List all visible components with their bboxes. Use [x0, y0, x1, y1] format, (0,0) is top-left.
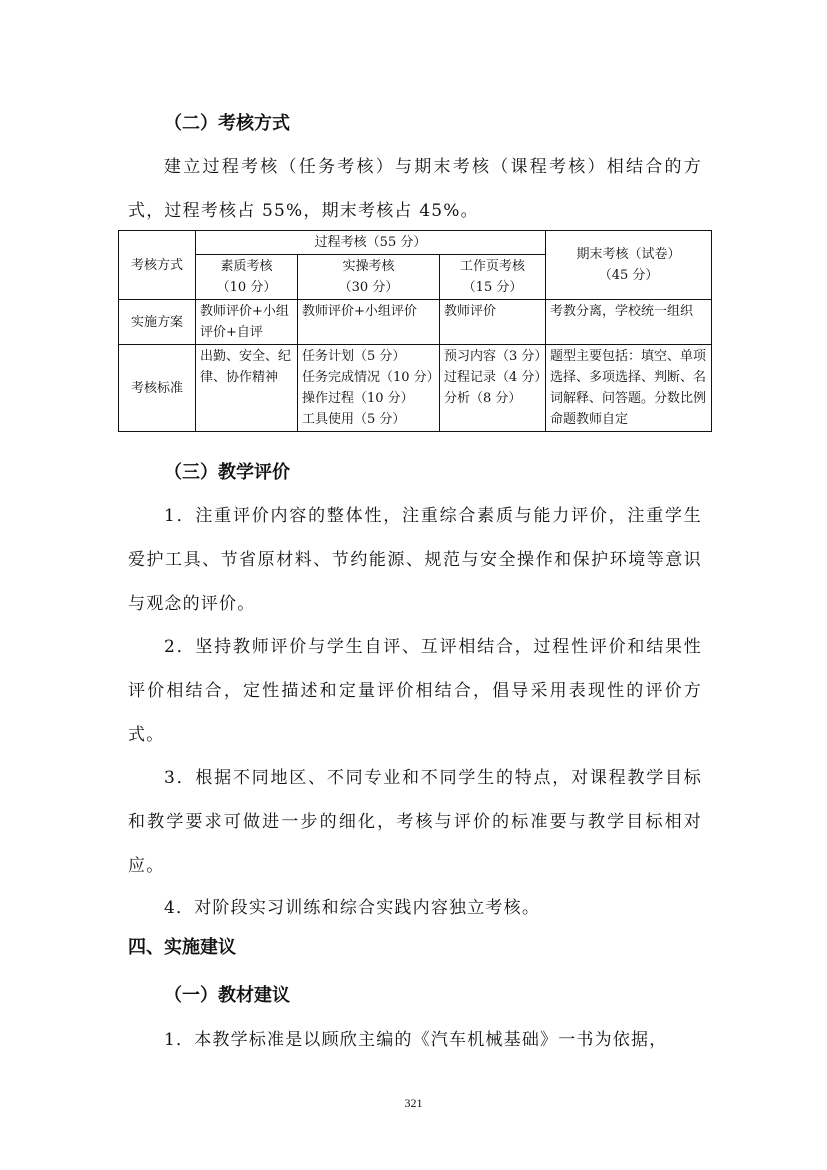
assessment-table — [118, 230, 712, 432]
plan-worksheet-cell: 教师评价 — [440, 300, 546, 345]
section-heading-implementation: 四、实施建议 — [128, 937, 236, 958]
subheader-worksheet-label: 工作页考核 — [460, 259, 526, 274]
std-practice-cell — [298, 345, 440, 432]
row-standard-label: 考核标准 — [119, 345, 196, 432]
section-heading-teaching-evaluation: （三）教学评价 — [164, 462, 290, 483]
subheader-worksheet — [440, 255, 546, 300]
subheader-quality-score: （10 分） — [216, 280, 277, 295]
section-heading-textbook: （一）教材建议 — [164, 985, 290, 1006]
subheader-practice-score: （30 分） — [338, 280, 399, 295]
std-worksheet-item: 分析（8 分） — [444, 391, 522, 406]
std-final-cell: 题型主要包括：填空、单项选择、多项选择、判断、名词解释、问答题。分数比例命题教师自定 — [546, 345, 712, 432]
subheader-practice — [298, 255, 440, 300]
table-header-row — [119, 231, 712, 255]
std-worksheet-item: 过程记录（4 分） — [444, 370, 548, 385]
section-heading-assessment-method: （二）考核方式 — [164, 113, 290, 134]
std-worksheet-cell — [440, 345, 546, 432]
textbook-paragraph-1: 1．本教学标准是以顾欣主编的《汽车机械基础》一书为依据， — [164, 1030, 668, 1050]
header-process-cell: 过程考核（55 分） — [196, 231, 546, 255]
table-row-standard — [119, 345, 712, 432]
row-plan-label: 实施方案 — [119, 300, 196, 345]
evaluation-item-3: 3．根据不同地区、不同专业和不同学生的特点，对课程教学目标和教学要求可做进一步的细化，考核与评价的标准要与教学目标相对应。 — [128, 768, 702, 876]
header-method-cell: 考核方式 — [119, 231, 196, 300]
std-practice-item: 任务计划（5 分） — [302, 349, 406, 364]
std-worksheet-item: 预习内容（3 分） — [444, 349, 548, 364]
std-practice-item: 任务完成情况（10 分） — [302, 370, 440, 385]
evaluation-item-2: 2．坚持教师评价与学生自评、互评相结合，过程性评价和结果性评价相结合，定性描述和定量评价相结合，倡导采用表现性的评价方式。 — [128, 637, 702, 745]
std-practice-item: 工具使用（5 分） — [302, 412, 406, 427]
intro-paragraph: 建立过程考核（任务考核）与期末考核（课程考核）相结合的方式，过程考核占 55%，期末考核占 45%。 — [128, 157, 702, 221]
plan-final-cell: 考教分离，学校统一组织 — [546, 300, 712, 345]
header-final-line2: （45 分） — [598, 268, 659, 283]
subheader-quality-label: 素质考核 — [220, 259, 273, 274]
header-final-cell — [546, 231, 712, 300]
evaluation-item-4: 4．对阶段实习训练和综合实践内容独立考核。 — [164, 898, 541, 918]
page-number: 321 — [404, 1096, 423, 1110]
std-quality-cell: 出勤、安全、纪律、协作精神 — [196, 345, 298, 432]
plan-practice-cell: 教师评价+小组评价 — [298, 300, 440, 345]
plan-quality-cell: 教师评价+小组评价+自评 — [196, 300, 298, 345]
table-row-plan — [119, 300, 712, 345]
evaluation-item-1: 1．注重评价内容的整体性，注重综合素质与能力评价，注重学生爱护工具、节省原材料、节约能源、规范与安全操作和保护环境等意识与观念的评价。 — [128, 506, 702, 614]
subheader-worksheet-score: （15 分） — [462, 280, 523, 295]
subheader-practice-label: 实操考核 — [342, 259, 395, 274]
header-final-line1: 期末考核（试卷） — [576, 247, 681, 262]
subheader-quality — [196, 255, 298, 300]
std-practice-item: 操作过程（10 分） — [302, 391, 414, 406]
